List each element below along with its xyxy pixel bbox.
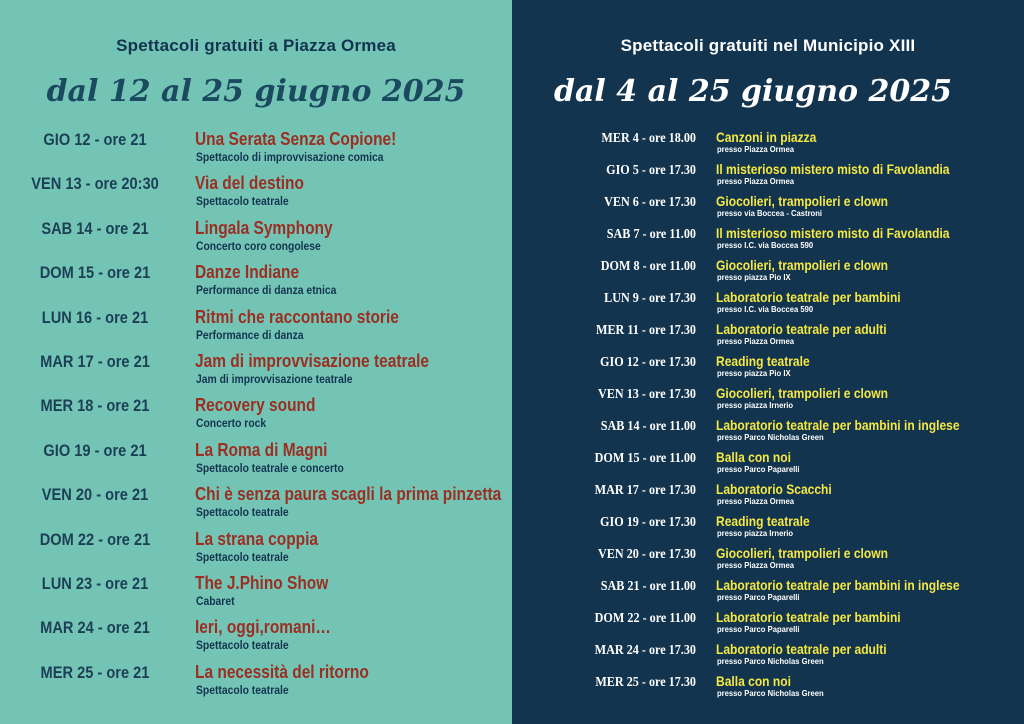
event-title: Recovery sound	[195, 395, 316, 416]
event-day-time: GIO 19 - ore 21	[43, 440, 147, 460]
event-day-time: VEN 6 - ore 17.30	[604, 194, 696, 209]
event-day-time: DOM 8 - ore 11.00	[600, 258, 696, 273]
event-location: presso Piazza Ormea	[717, 144, 794, 154]
event-day-time: SAB 7 - ore 11.00	[606, 226, 696, 241]
event-location: presso Piazza Ormea	[717, 496, 794, 506]
event-title: Laboratorio Scacchi	[716, 481, 832, 497]
event-day-time: MER 18 - ore 21	[40, 396, 150, 416]
right-panel-dates: dal 4 al 25 giugno 2025	[554, 74, 952, 109]
event-location: presso I.C. via Boccea 590	[717, 304, 814, 314]
event-day-time: MAR 17 - ore 17.30	[594, 482, 696, 497]
event-day-time: GIO 19 - ore 17.30	[600, 514, 696, 529]
left-panel-title: Spettacoli gratuiti a Piazza Ormea	[116, 36, 396, 55]
event-title: Il misterioso mistero misto di Favolandia	[716, 225, 950, 241]
event-day-time: LUN 23 - ore 21	[41, 574, 149, 593]
event-day-time: DOM 15 - ore 11.00	[594, 450, 696, 465]
event-location: presso piazza Pio IX	[717, 272, 791, 282]
event-title: Una Serata Senza Copione!	[195, 129, 397, 149]
event-title: Canzoni in piazza	[716, 129, 817, 145]
event-title: Giocolieri, trampolieri e clown	[716, 257, 888, 273]
event-subtitle: Spettacolo teatrale e concerto	[196, 462, 344, 475]
left-panel-dates: dal 12 al 25 giugno 2025	[46, 74, 466, 109]
event-subtitle: Cabaret	[196, 596, 235, 608]
event-day-time: VEN 20 - ore 21	[41, 485, 149, 505]
event-location: presso Parco Paparelli	[717, 624, 800, 634]
event-location: presso Piazza Ormea	[717, 560, 794, 570]
event-location: presso piazza Irnerio	[717, 400, 794, 410]
event-title: Laboratorio teatrale per bambini in inglese	[716, 417, 960, 433]
event-day-time: DOM 22 - ore 21	[39, 529, 151, 549]
event-title: Ieri, oggi,romani…	[195, 617, 331, 638]
event-day-time: GIO 5 - ore 17.30	[606, 162, 696, 177]
event-day-time: GIO 12 - ore 21	[43, 130, 147, 149]
event-title: Laboratorio teatrale per adulti	[716, 641, 887, 657]
event-day-time: GIO 12 - ore 17.30	[600, 354, 696, 369]
event-title: Danze Indiane	[195, 262, 300, 283]
event-title: Reading teatrale	[716, 513, 810, 529]
right-panel	[512, 0, 1024, 724]
event-day-time: MER 25 - ore 21	[40, 662, 150, 682]
event-title: Giocolieri, trampolieri e clown	[716, 193, 888, 209]
event-day-time: LUN 16 - ore 21	[41, 307, 149, 327]
event-title: Laboratorio teatrale per adulti	[716, 321, 887, 337]
event-location: presso Parco Paparelli	[717, 464, 800, 474]
event-day-time: LUN 9 - ore 17.30	[604, 290, 696, 305]
event-title: Balla con noi	[716, 449, 791, 465]
event-day-time: MAR 24 - ore 21	[40, 618, 150, 638]
event-day-time: MER 25 - ore 17.30	[595, 674, 696, 689]
event-title: Laboratorio teatrale per bambini	[716, 609, 901, 625]
event-day-time: MAR 17 - ore 21	[40, 352, 150, 371]
event-title: La necessità del ritorno	[195, 661, 369, 682]
event-title: La strana coppia	[195, 528, 319, 549]
event-day-time: SAB 14 - ore 21	[41, 218, 149, 238]
event-subtitle: Spettacolo teatrale	[196, 196, 289, 209]
event-subtitle: Spettacolo teatrale	[196, 551, 289, 564]
event-day-time: MER 4 - ore 18.00	[601, 130, 696, 145]
event-subtitle: Spettacolo teatrale	[196, 684, 289, 697]
event-day-time: VEN 13 - ore 20:30	[31, 174, 159, 194]
event-title: Via del destino	[195, 173, 304, 194]
event-subtitle: Jam di improvvisazione teatrale	[196, 374, 353, 386]
event-title: Giocolieri, trampolieri e clown	[716, 545, 888, 561]
event-location: presso I.C. via Boccea 590	[717, 240, 814, 250]
event-location: presso piazza Pio IX	[717, 368, 791, 378]
event-location: presso Parco Nicholas Green	[717, 656, 824, 666]
event-title: Ritmi che raccontano storie	[195, 306, 399, 327]
event-title: Jam di improvvisazione teatrale	[195, 351, 430, 371]
right-panel-title: Spettacoli gratuiti nel Municipio XIII	[620, 36, 916, 55]
event-subtitle: Spettacolo teatrale	[196, 640, 289, 653]
event-title: Laboratorio teatrale per bambini	[716, 289, 901, 305]
event-location: presso Piazza Ormea	[717, 336, 794, 346]
event-title: Lingala Symphony	[195, 217, 333, 238]
event-subtitle: Concerto rock	[196, 418, 267, 431]
event-title: Chi è senza paura scagli la prima pinzetta	[195, 484, 502, 505]
event-day-time: VEN 13 - ore 17.30	[598, 386, 696, 401]
event-subtitle: Concerto coro congolese	[196, 240, 321, 253]
event-title: Il misterioso mistero misto di Favolandia	[716, 161, 950, 177]
event-day-time: DOM 22 - ore 11.00	[594, 610, 696, 625]
event-day-time: VEN 20 - ore 17.30	[598, 546, 696, 561]
event-day-time: SAB 21 - ore 11.00	[600, 578, 696, 593]
event-location: presso Parco Nicholas Green	[717, 688, 824, 698]
event-location: presso Parco Paparelli	[717, 592, 800, 602]
event-location: presso Piazza Ormea	[717, 176, 794, 186]
event-day-time: DOM 15 - ore 21	[39, 263, 151, 283]
event-subtitle: Performance di danza etnica	[196, 285, 337, 298]
event-location: presso piazza Irnerio	[717, 528, 794, 538]
event-title: Laboratorio teatrale per bambini in inglese	[716, 577, 960, 593]
event-day-time: MAR 24 - ore 17.30	[594, 642, 696, 657]
event-title: Reading teatrale	[716, 353, 810, 369]
event-title: La Roma di Magni	[195, 439, 328, 460]
event-subtitle: Spettacolo di improvvisazione comica	[196, 152, 384, 164]
event-day-time: MER 11 - ore 17.30	[595, 322, 696, 337]
event-title: Balla con noi	[716, 673, 791, 689]
event-title: Giocolieri, trampolieri e clown	[716, 385, 888, 401]
event-title: The J.Phino Show	[195, 573, 329, 593]
event-location: presso via Boccea - Castroni	[717, 208, 823, 218]
event-day-time: SAB 14 - ore 11.00	[600, 418, 696, 433]
event-location: presso Parco Nicholas Green	[717, 432, 824, 442]
event-subtitle: Spettacolo teatrale	[196, 507, 289, 520]
event-subtitle: Performance di danza	[196, 329, 304, 342]
